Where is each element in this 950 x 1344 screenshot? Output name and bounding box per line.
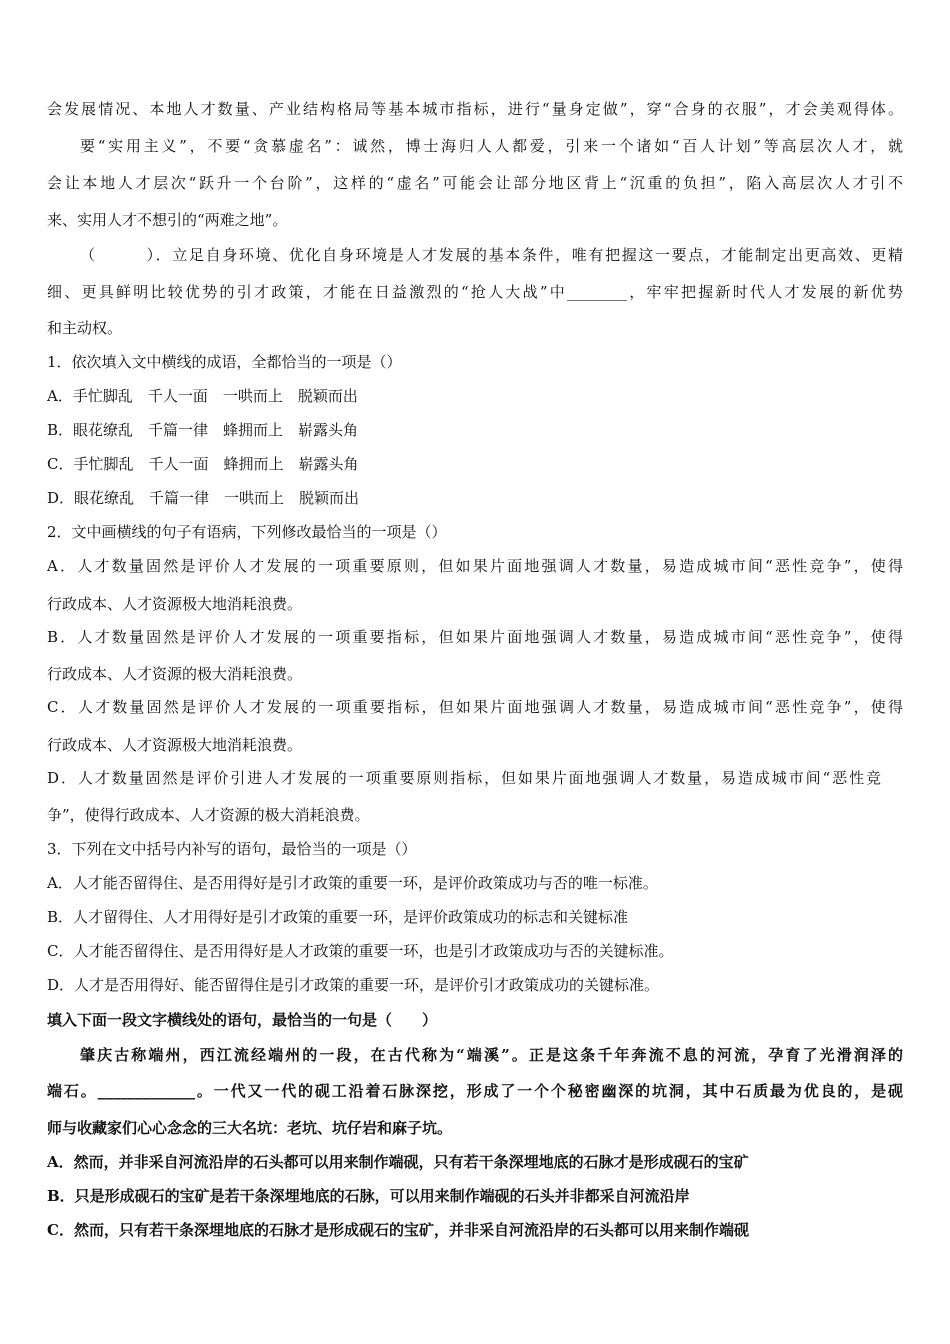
passage-line: 来、实用人才不想引的“两难之地”。 [47, 211, 288, 229]
option-b: B．眼花缭乱 千篇一律 蜂拥而上 崭露头角 [47, 421, 359, 439]
passage-line: 肇庆古称端州，西江流经端州的一段，在古代称为“端溪”。正是这条千年奔流不息的河流，孕育了光滑润泽的 [80, 1046, 903, 1064]
question-stem: 3．下列在文中括号内补写的语句，最恰当的一项是（） [47, 840, 417, 858]
option-c: C．然而，只有若干条深埋地底的石脉才是形成砚石的宝矿，并非采自河流沿岸的石头都可以用来制作端砚 [47, 1221, 749, 1239]
option-d-cont: 争”，使得行政成本、人才资源的极大消耗浪费。 [47, 806, 370, 824]
question-stem: 2．文中画横线的句子有语病，下列修改最恰当的一项是（） [47, 523, 447, 541]
option-d: D．人才是否用得好、能否留得住是引才政策的重要一环，是评价引才政策成功的关键标准。 [47, 976, 660, 994]
option-a: A．人才能否留得住、是否用得好是引才政策的重要一环，是评价政策成功与否的唯一标准。 [47, 874, 658, 892]
passage-line: 会发展情况、本地人才数量、产业结构格局等基本城市指标，进行“量身定做”，穿“合身的衣服”，才会美观得体。 [47, 100, 903, 118]
option-b-cont: 行政成本、人才资源的极大消耗浪费。 [47, 665, 303, 683]
option-b: B．人才数量固然是评价人才发展的一项重要指标，但如果片面地强调人才数量，易造成城市间“恶性竞争”，使得 [47, 628, 903, 646]
option-a: A．手忙脚乱 千人一面 一哄而上 脱颖而出 [47, 387, 358, 405]
option-a: A．然而，并非采自河流沿岸的石头都可以用来制作端砚，只有若干条深埋地底的石脉才是形成砚石的宝矿 [47, 1153, 749, 1171]
passage-line: 师与收藏家们心心念念的三大名坑：老坑、坑仔岩和麻子坑。 [47, 1119, 453, 1137]
passage-line: 会让本地人才层次“跃升一个台阶”，这样的“虚名”可能会让部分地区背上“沉重的负担”，陷入高层次人才引不 [47, 174, 903, 192]
passage-line: 端石。_____________。一代又一代的砚工沿着石脉深挖，形成了一个个秘密幽深的坑洞，其中石质最为优良的，是砚 [47, 1082, 903, 1100]
question-stem: 1．依次填入文中横线的成语，全都恰当的一项是（） [47, 353, 402, 371]
option-b: B．只是形成砚石的宝矿是若干条深埋地底的石脉，可以用来制作端砚的石头并非都采自河流沿岸 [47, 1187, 690, 1205]
option-a-cont: 行政成本、人才资源极大地消耗浪费。 [47, 595, 303, 613]
passage-line: （ ）．立足自身环境、优化自身环境是人才发展的基本条件，唯有把握这一要点，才能制定出更高效、更精 [80, 246, 903, 264]
option-d: D．眼花缭乱 千篇一律 一哄而上 脱颖而出 [47, 489, 360, 507]
passage-line: 要“实用主义”，不要“贪慕虚名”：诚然，博士海归人人都爱，引来一个诸如“百人计划”等高层次人才，就 [80, 137, 903, 155]
option-d: D．人才数量固然是评价引进人才发展的一项重要原则指标，但如果片面地强调人才数量，易造成城市间“恶性竞 [47, 769, 881, 787]
question-stem: 填入下面一段文字横线处的语句，最恰当的一句是（ ） [47, 1011, 438, 1029]
option-b: B．人才留得住、人才用得好是引才政策的重要一环，是评价政策成功的标志和关键标准 [47, 908, 629, 926]
option-c: C．手忙脚乱 千人一面 蜂拥而上 崭露头角 [47, 455, 359, 473]
option-c: C．人才能否留得住、是否用得好是人才政策的重要一环，也是引才政策成功与否的关键标准。 [47, 942, 674, 960]
option-a: A．人才数量固然是评价人才发展的一项重要原则，但如果片面地强调人才数量，易造成城市间“恶性竞争”，使得 [47, 557, 903, 575]
option-c: C．人才数量固然是评价人才发展的一项重要指标，但如果片面地强调人才数量，易造成城市间“恶性竞争”，使得 [47, 698, 903, 716]
passage-line: 和主动权。 [47, 319, 123, 337]
passage-line: 细、更具鲜明比较优势的引才政策，才能在日益激烈的“抢人大战”中________，牢牢把握新时代人才发展的新优势 [47, 283, 903, 301]
option-c-cont: 行政成本、人才资源极大地消耗浪费。 [47, 736, 303, 754]
